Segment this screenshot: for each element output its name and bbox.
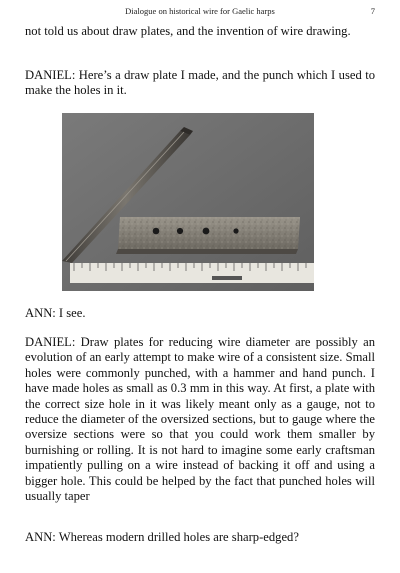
- plate-hole: [153, 228, 160, 235]
- page-number: 7: [370, 6, 375, 16]
- paragraph-daniel-explanation: DANIEL: Draw plates for reducing wire diameter are possibly an evolution of an early attempt to make wire of a consistent size. Small holes were commonly punched, with a hammer and hand punch. I have made holes as small as 0.3 mm in this way. At first, a plate with the correct size hole in it was likely meant only as a gauge, not to reduce the diameter of the oversized sections, but to gauge where the oversize sections were so that you could work them smaller by burnishing or rolling. It is not hard to imagine some early craftsman impatiently pulling on a wire instead of backing it off and using a bigger hole. This could be helped by the fact that punched holes will usually taper: [25, 335, 375, 504]
- plate-hole: [177, 228, 183, 234]
- plate-hole: [233, 228, 238, 233]
- paragraph-ann-question: ANN: Whereas modern drilled holes are sharp-edged?: [25, 530, 299, 544]
- paragraph-daniel-draw-plate: DANIEL: Here’s a draw plate I made, and the punch which I used to make the holes in it.: [25, 68, 375, 98]
- running-header: [25, 6, 375, 20]
- draw-plate-photo-illustration: [62, 113, 314, 291]
- header-title: Dialogue on historical wire for Gaelic harps: [125, 6, 275, 16]
- draw-plate-photo: [62, 113, 314, 291]
- paragraph-continuation: not told us about draw plates, and the invention of wire drawing.: [25, 24, 351, 38]
- ruler: [70, 263, 314, 283]
- draw-plate: [116, 217, 300, 254]
- paragraph-ann-i-see: ANN: I see.: [25, 306, 86, 320]
- plate-hole: [203, 228, 210, 235]
